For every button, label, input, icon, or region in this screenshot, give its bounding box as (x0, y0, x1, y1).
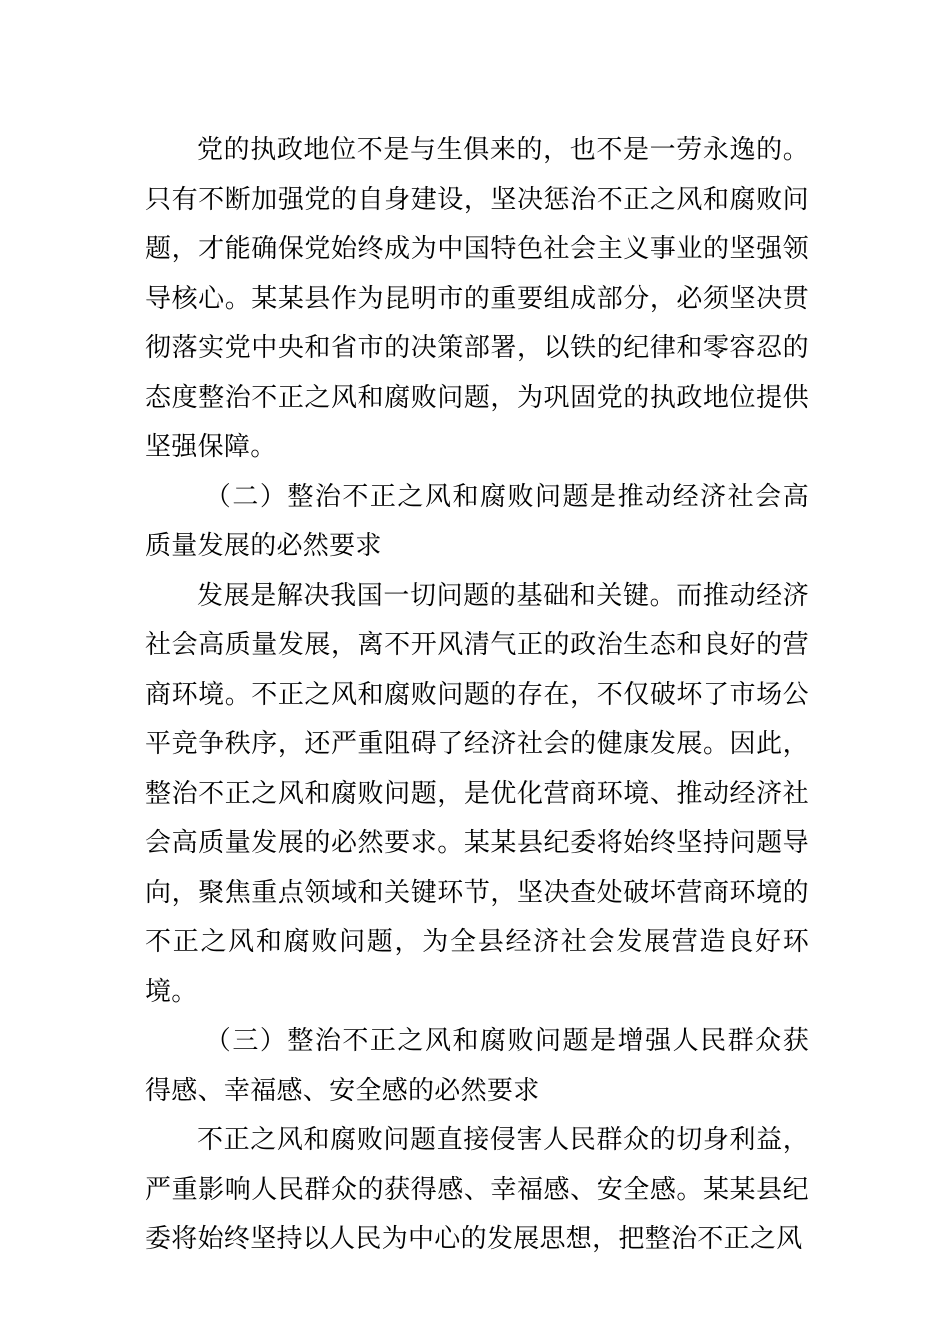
section-heading: （三）整治不正之风和腐败问题是增强人民群众获得感、幸福感、安全感的必然要求 (145, 1026, 809, 1106)
body-paragraph: 不正之风和腐败问题直接侵害人民群众的切身利益，严重影响人民群众的获得感、幸福感、安全感。某某县纪委将始终坚持以人民为中心的发展思想，把整治不正之风 (145, 1125, 809, 1254)
document-body (145, 126, 809, 1265)
section-heading: （二）整治不正之风和腐败问题是推动经济社会高质量发展的必然要求 (145, 481, 809, 561)
body-paragraph: 发展是解决我国一切问题的基础和关键。而推动经济社会高质量发展，离不开风清气正的政治生态和良好的营商环境。不正之风和腐败问题的存在，不仅破坏了市场公平竞争秩序，还严重阻碍了经济社会的健康发展。因此，整治不正之风和腐败问题，是优化营商环境、推动经济社会高质量发展的必然要求。某某县纪委将始终坚持问题导向，聚焦重点领域和关键环节，坚决查处破坏营商环境的不正之风和腐败问题，为全县经济社会发展营造良好环境。 (145, 580, 809, 1007)
body-paragraph: 党的执政地位不是与生俱来的，也不是一劳永逸的。只有不断加强党的自身建设，坚决惩治不正之风和腐败问题，才能确保党始终成为中国特色社会主义事业的坚强领导核心。某某县作为昆明市的重要组成部分，必须坚决贯彻落实党中央和省市的决策部署，以铁的纪律和零容忍的态度整治不正之风和腐败问题，为巩固党的执政地位提供坚强保障。 (145, 135, 809, 462)
